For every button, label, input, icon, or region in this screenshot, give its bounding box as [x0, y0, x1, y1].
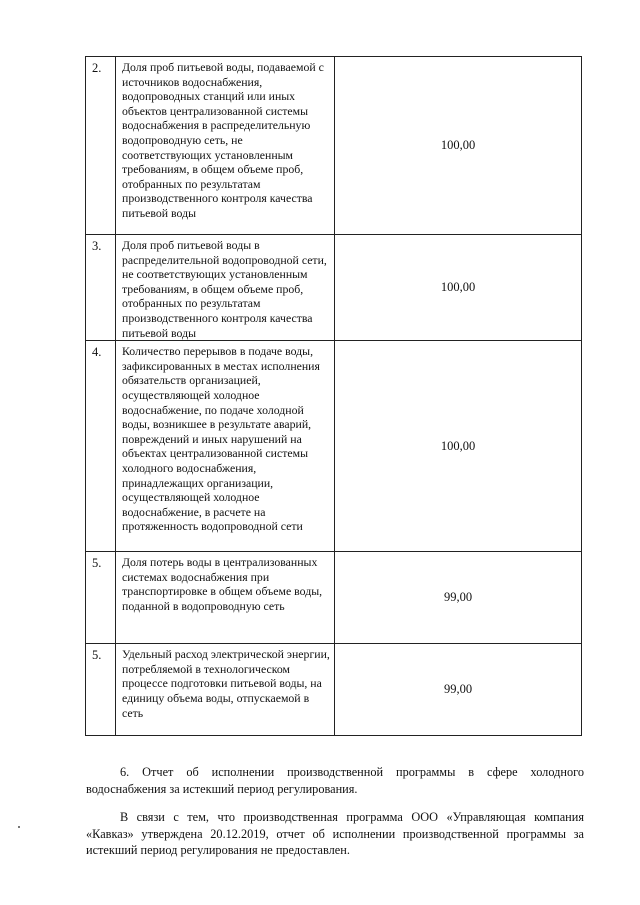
- indicator-value: 100,00: [335, 341, 582, 552]
- indicator-description: Доля проб питьевой воды, подаваемой с источников водоснабжения, водопроводных станций или иных объектов централизованной системы водоснабжения в распределительную водопроводную сеть, не соответствующих установленным требованиям, в общем объеме проб, отобранных по результатам производственного контроля качества питьевой воды: [116, 57, 335, 235]
- table-row: [86, 235, 582, 341]
- row-number: 5.: [86, 552, 116, 644]
- indicator-description: Количество перерывов в подаче воды, зафиксированных в местах исполнения обязательств организацией, осуществляющей холодное водоснабжение, по подаче холодной воды, возникшее в результате аварий, повреждений и иных нарушений на объектах централизованной системы холодного водоснабжения, принадлежащих организации, осуществляющей холодное водоснабжение, в расчете на протяженность водопроводной сети: [116, 341, 335, 552]
- indicator-value: 99,00: [335, 552, 582, 644]
- indicators-table: [85, 56, 582, 736]
- note-paragraph: В связи с тем, что производственная программа ООО «Управляющая компания «Кавказ» утверждена 20.12.2019, отчет об исполнении производственной программы за истекший период регулирования не предоставлен.: [86, 810, 584, 857]
- table-row: [86, 341, 582, 552]
- row-number: 2.: [86, 57, 116, 235]
- indicator-value: 100,00: [335, 57, 582, 235]
- indicator-value: 100,00: [335, 235, 582, 341]
- table-row: [86, 644, 582, 736]
- table-row: [86, 57, 582, 235]
- row-number: 5.: [86, 644, 116, 736]
- scan-speck: [18, 826, 20, 828]
- indicator-description: Удельный расход электрической энергии, потребляемой в технологическом процессе подготовки питьевой воды, на единицу объема воды, отпускаемой в сеть: [116, 644, 335, 736]
- table-row: [86, 552, 582, 644]
- row-number: 3.: [86, 235, 116, 341]
- row-number: 4.: [86, 341, 116, 552]
- indicator-description: Доля проб питьевой воды в распределительной водопроводной сети, не соответствующих установленным требованиям, в общем объеме проб, отобранных по результатам производственного контроля качества питьевой воды: [116, 235, 335, 341]
- indicator-value: 99,00: [335, 644, 582, 736]
- section-6-paragraph: 6. Отчет об исполнении производственной программы в сфере холодного водоснабжения за истекший период регулирования.: [86, 765, 584, 796]
- indicator-description: Доля потерь воды в централизованных системах водоснабжения при транспортировке в общем объеме воды, поданной в водопроводную сеть: [116, 552, 335, 644]
